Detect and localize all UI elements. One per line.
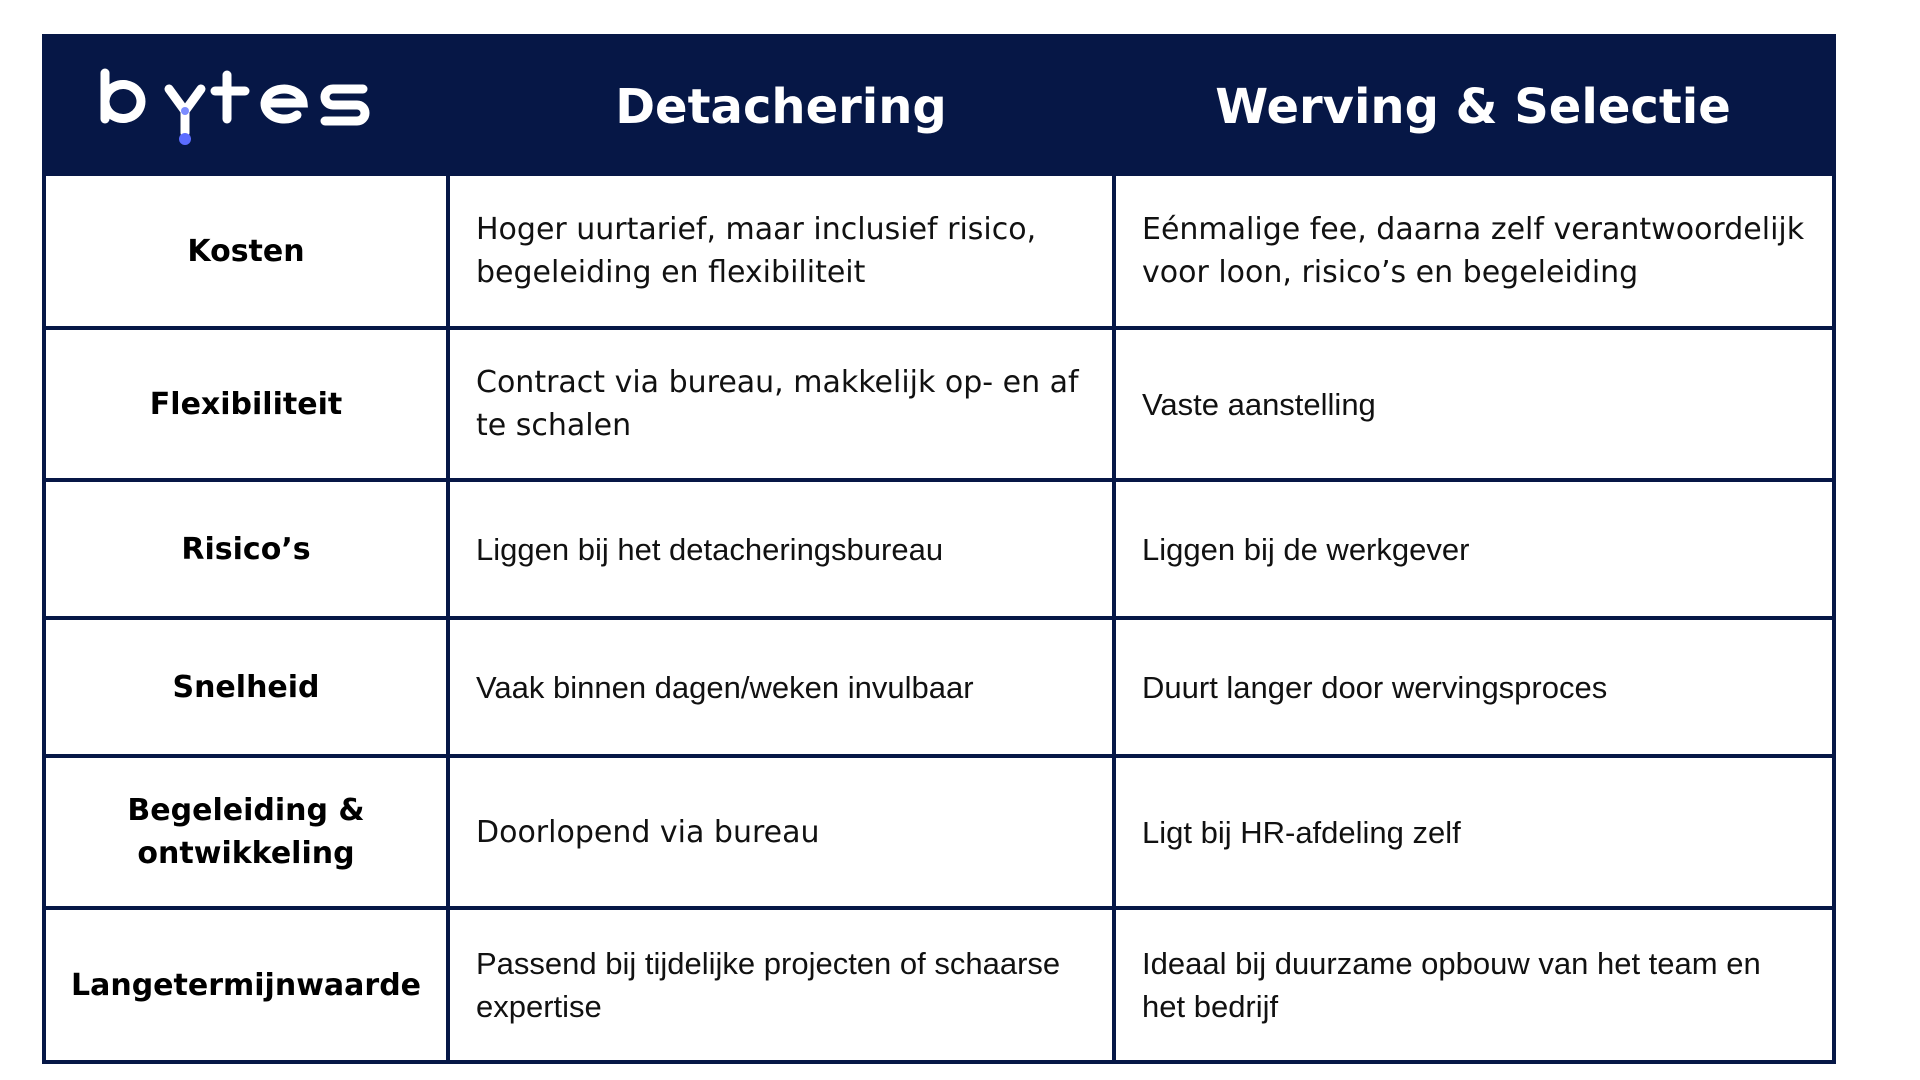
header-detachering: Detachering: [615, 79, 947, 135]
cell-detachering: Passend bij tijdelijke projecten of schaarse expertise: [448, 908, 1114, 1060]
row-label: Begeleiding & ontwikkeling: [46, 756, 448, 908]
table-row-snelheid: [46, 618, 1832, 756]
logo-cell: [46, 38, 448, 176]
bytes-logo: [97, 67, 397, 147]
row-label: Snelheid: [46, 618, 448, 756]
table-row-kosten: [46, 176, 1832, 328]
row-label: Risico’s: [46, 480, 448, 618]
cell-werving: Duurt langer door wervingsproces: [1114, 618, 1832, 756]
cell-werving: Ligt bij HR-afdeling zelf: [1114, 756, 1832, 908]
cell-werving: Liggen bij de werkgever: [1114, 480, 1832, 618]
table-row-risicos: [46, 480, 1832, 618]
table-row-flexibiliteit: [46, 328, 1832, 480]
cell-werving: Vaste aanstelling: [1114, 328, 1832, 480]
cell-detachering: Contract via bureau, makkelijk op- en af te schalen: [448, 328, 1114, 480]
row-label: Kosten: [46, 176, 448, 328]
table-row-langetermijnwaarde: [46, 908, 1832, 1060]
comparison-table: [42, 34, 1836, 1064]
row-label: Langetermijnwaarde: [46, 908, 448, 1060]
cell-detachering: Vaak binnen dagen/weken invulbaar: [448, 618, 1114, 756]
header-werving-selectie: Werving & Selectie: [1215, 79, 1731, 135]
cell-werving: Ideaal bij duurzame opbouw van het team en het bedrijf: [1114, 908, 1832, 1060]
cell-detachering: Liggen bij het detacheringsbureau: [448, 480, 1114, 618]
table-row-begeleiding: [46, 756, 1832, 908]
cell-detachering: Hoger uurtarief, maar inclusief risico, begeleiding en flexibiliteit: [448, 176, 1114, 328]
cell-werving: Eénmalige fee, daarna zelf verantwoordelijk voor loon, risico’s en begeleiding: [1114, 176, 1832, 328]
cell-detachering: Doorlopend via bureau: [448, 756, 1114, 908]
row-label: Flexibiliteit: [46, 328, 448, 480]
header-row: [46, 38, 1832, 176]
